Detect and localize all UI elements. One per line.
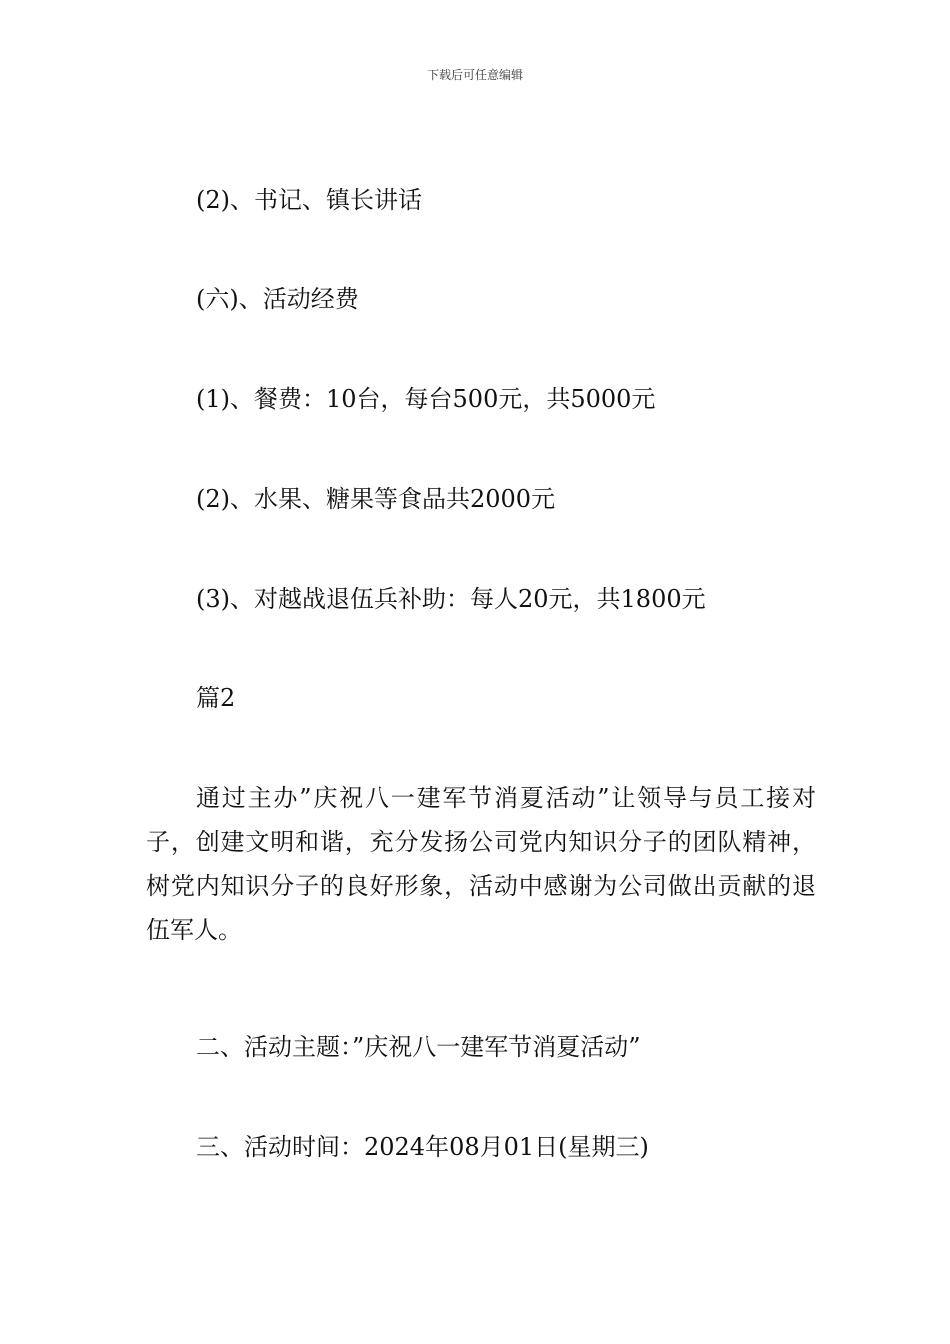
intro-paragraph: 通过主办”庆祝八一建军节消夏活动”让领导与员工接对子，创建文明和谐，充分发扬公司党内知识分子的团队精神，树党内知识分子的良好形象，活动中感谢为公司做出贡献的退伍军人。 — [146, 784, 816, 944]
funding-item-meals: (1)、餐费：10台，每台500元，共5000元 — [196, 385, 656, 413]
activity-theme: 二、活动主题：”庆祝八一建军节消夏活动” — [196, 1033, 641, 1061]
funding-item-food: (2)、水果、糖果等食品共2000元 — [196, 485, 556, 513]
funding-item-subsidy: (3)、对越战退伍兵补助：每人20元，共1800元 — [196, 585, 706, 613]
header-note: 下载后可任意编辑 — [426, 68, 523, 82]
chapter-heading: 篇2 — [196, 684, 236, 712]
section-funding-heading: (六)、活动经费 — [196, 285, 359, 313]
speech-item: (2)、书记、镇长讲话 — [196, 186, 422, 214]
activity-time: 三、活动时间：2024年08月01日(星期三) — [196, 1133, 649, 1161]
